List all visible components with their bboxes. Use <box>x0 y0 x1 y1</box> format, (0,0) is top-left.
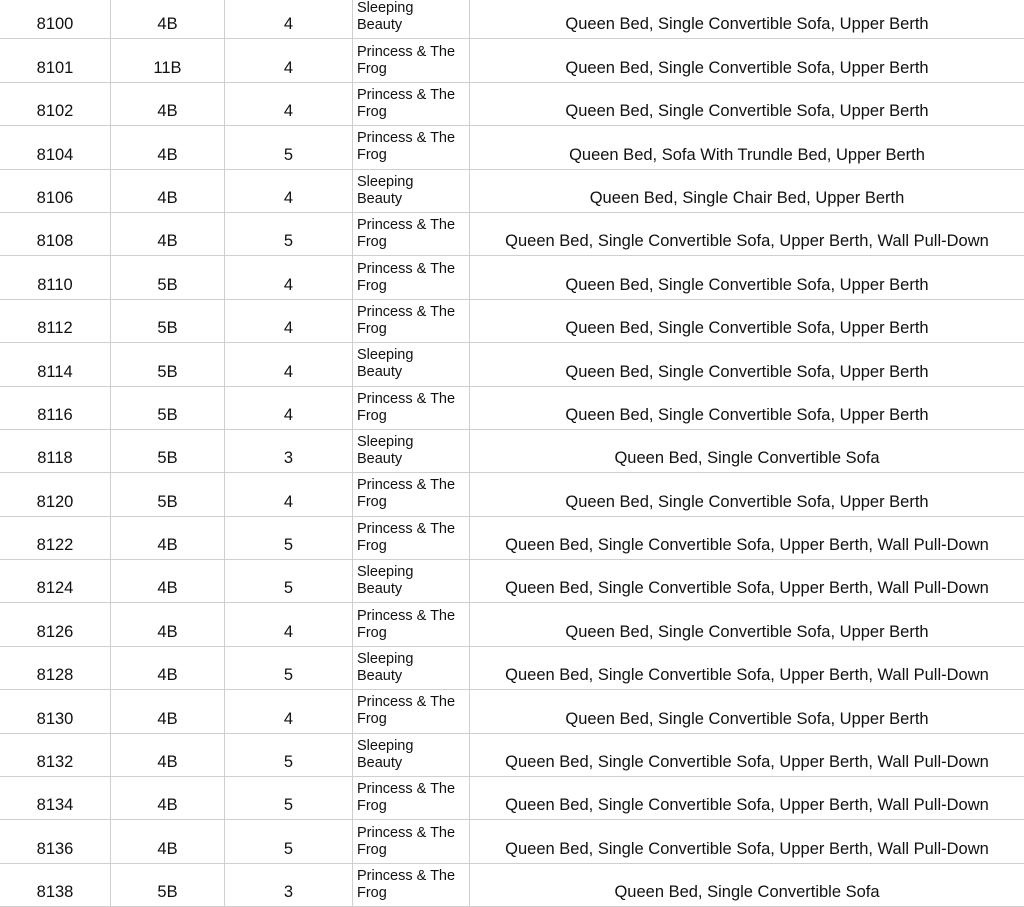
sleeps-cell: 3 <box>225 429 353 472</box>
theme-line-2: Frog <box>357 711 469 728</box>
category-cell: 5B <box>111 863 225 906</box>
category-cell: 5B <box>111 386 225 429</box>
theme-cell <box>353 777 470 820</box>
cabin-number-cell: 8138 <box>0 863 111 906</box>
category-cell: 4B <box>111 646 225 689</box>
category-cell: 5B <box>111 343 225 386</box>
cabin-number-cell: 8114 <box>0 343 111 386</box>
sleeps-cell: 4 <box>225 169 353 212</box>
cabin-number-cell: 8104 <box>0 126 111 169</box>
sleeps-cell: 4 <box>225 473 353 516</box>
theme-line-2: Frog <box>357 104 469 121</box>
sleeps-cell: 4 <box>225 603 353 646</box>
theme-cell <box>353 646 470 689</box>
cabin-number-cell: 8126 <box>0 603 111 646</box>
theme-line-1: Princess & The <box>357 825 469 842</box>
category-cell: 5B <box>111 429 225 472</box>
bed-configuration-cell: Queen Bed, Single Convertible Sofa, Upper Berth <box>470 603 1024 646</box>
sleeps-cell: 5 <box>225 777 353 820</box>
theme-line-1: Princess & The <box>357 87 469 104</box>
category-cell: 4B <box>111 603 225 646</box>
cabin-number-cell: 8112 <box>0 299 111 342</box>
category-cell: 4B <box>111 212 225 255</box>
theme-line-1: Princess & The <box>357 304 469 321</box>
table-row <box>0 299 1024 342</box>
table-row <box>0 603 1024 646</box>
category-cell: 11B <box>111 39 225 82</box>
theme-cell <box>353 473 470 516</box>
theme-line-1: Princess & The <box>357 130 469 147</box>
cabin-number-cell: 8122 <box>0 516 111 559</box>
table-row <box>0 0 1024 39</box>
cabin-number-cell: 8136 <box>0 820 111 863</box>
theme-line-2: Beauty <box>357 581 469 598</box>
theme-line-2: Frog <box>357 842 469 859</box>
bed-configuration-cell: Queen Bed, Single Convertible Sofa, Upper Berth <box>470 0 1024 39</box>
theme-line-1: Princess & The <box>357 868 469 885</box>
sleeps-cell: 4 <box>225 82 353 125</box>
theme-cell <box>353 126 470 169</box>
theme-line-2: Frog <box>357 494 469 511</box>
theme-line-1: Sleeping <box>357 174 469 191</box>
sleeps-cell: 4 <box>225 0 353 39</box>
category-cell: 4B <box>111 516 225 559</box>
sleeps-cell: 4 <box>225 39 353 82</box>
theme-cell <box>353 39 470 82</box>
table-row <box>0 82 1024 125</box>
theme-cell <box>353 820 470 863</box>
category-cell: 4B <box>111 169 225 212</box>
table-row <box>0 777 1024 820</box>
category-cell: 4B <box>111 733 225 776</box>
category-cell: 4B <box>111 82 225 125</box>
theme-cell <box>353 212 470 255</box>
theme-cell <box>353 516 470 559</box>
theme-line-2: Frog <box>357 885 469 902</box>
table-row <box>0 343 1024 386</box>
theme-cell <box>353 169 470 212</box>
sleeps-cell: 5 <box>225 646 353 689</box>
theme-line-1: Sleeping <box>357 651 469 668</box>
table-row <box>0 473 1024 516</box>
theme-line-2: Frog <box>357 408 469 425</box>
table-row <box>0 169 1024 212</box>
sleeps-cell: 5 <box>225 516 353 559</box>
cabin-number-cell: 8134 <box>0 777 111 820</box>
sleeps-cell: 3 <box>225 863 353 906</box>
theme-line-2: Frog <box>357 147 469 164</box>
theme-cell <box>353 0 470 39</box>
bed-configuration-cell: Queen Bed, Single Chair Bed, Upper Berth <box>470 169 1024 212</box>
table-row <box>0 863 1024 906</box>
bed-configuration-cell: Queen Bed, Single Convertible Sofa, Upper Berth, Wall Pull-Down <box>470 733 1024 776</box>
theme-cell <box>353 863 470 906</box>
table-row <box>0 126 1024 169</box>
sleeps-cell: 4 <box>225 299 353 342</box>
cabin-number-cell: 8102 <box>0 82 111 125</box>
theme-cell <box>353 733 470 776</box>
bed-configuration-cell: Queen Bed, Single Convertible Sofa, Upper Berth, Wall Pull-Down <box>470 820 1024 863</box>
sleeps-cell: 5 <box>225 212 353 255</box>
cabin-number-cell: 8118 <box>0 429 111 472</box>
sleeps-cell: 4 <box>225 343 353 386</box>
theme-line-1: Princess & The <box>357 261 469 278</box>
theme-line-2: Beauty <box>357 755 469 772</box>
sleeps-cell: 5 <box>225 126 353 169</box>
sleeps-cell: 5 <box>225 820 353 863</box>
cabin-number-cell: 8130 <box>0 690 111 733</box>
bed-configuration-cell: Queen Bed, Single Convertible Sofa, Upper Berth <box>470 299 1024 342</box>
category-cell: 4B <box>111 560 225 603</box>
category-cell: 4B <box>111 690 225 733</box>
theme-line-1: Princess & The <box>357 781 469 798</box>
category-cell: 4B <box>111 0 225 39</box>
cabin-number-cell: 8128 <box>0 646 111 689</box>
table-row <box>0 386 1024 429</box>
bed-configuration-cell: Queen Bed, Single Convertible Sofa, Upper Berth <box>470 39 1024 82</box>
bed-configuration-cell: Queen Bed, Single Convertible Sofa, Upper Berth, Wall Pull-Down <box>470 516 1024 559</box>
sleeps-cell: 5 <box>225 733 353 776</box>
theme-cell <box>353 429 470 472</box>
theme-line-2: Frog <box>357 321 469 338</box>
theme-cell <box>353 603 470 646</box>
theme-line-2: Beauty <box>357 17 469 34</box>
theme-cell <box>353 560 470 603</box>
theme-line-1: Princess & The <box>357 44 469 61</box>
theme-line-1: Princess & The <box>357 391 469 408</box>
theme-line-2: Beauty <box>357 191 469 208</box>
theme-line-2: Beauty <box>357 364 469 381</box>
cabin-number-cell: 8108 <box>0 212 111 255</box>
theme-line-1: Sleeping <box>357 434 469 451</box>
bed-configuration-cell: Queen Bed, Sofa With Trundle Bed, Upper Berth <box>470 126 1024 169</box>
cabin-number-cell: 8120 <box>0 473 111 516</box>
theme-cell <box>353 386 470 429</box>
table-row <box>0 429 1024 472</box>
theme-line-2: Frog <box>357 798 469 815</box>
table-row <box>0 516 1024 559</box>
category-cell: 5B <box>111 473 225 516</box>
bed-configuration-cell: Queen Bed, Single Convertible Sofa, Upper Berth <box>470 473 1024 516</box>
bed-configuration-cell: Queen Bed, Single Convertible Sofa, Upper Berth <box>470 343 1024 386</box>
table-row <box>0 733 1024 776</box>
table-row <box>0 646 1024 689</box>
theme-cell <box>353 256 470 299</box>
category-cell: 5B <box>111 256 225 299</box>
theme-line-1: Princess & The <box>357 694 469 711</box>
bed-configuration-cell: Queen Bed, Single Convertible Sofa <box>470 429 1024 472</box>
theme-line-1: Sleeping <box>357 0 469 17</box>
theme-cell <box>353 343 470 386</box>
bed-configuration-cell: Queen Bed, Single Convertible Sofa, Upper Berth, Wall Pull-Down <box>470 212 1024 255</box>
bed-configuration-cell: Queen Bed, Single Convertible Sofa, Upper Berth <box>470 386 1024 429</box>
cabin-number-cell: 8110 <box>0 256 111 299</box>
theme-line-2: Frog <box>357 625 469 642</box>
theme-line-2: Frog <box>357 538 469 555</box>
category-cell: 5B <box>111 299 225 342</box>
bed-configuration-cell: Queen Bed, Single Convertible Sofa, Upper Berth <box>470 690 1024 733</box>
cabin-number-cell: 8101 <box>0 39 111 82</box>
cabin-number-cell: 8106 <box>0 169 111 212</box>
sleeps-cell: 4 <box>225 256 353 299</box>
theme-line-2: Frog <box>357 278 469 295</box>
category-cell: 4B <box>111 126 225 169</box>
sleeps-cell: 5 <box>225 560 353 603</box>
theme-cell <box>353 299 470 342</box>
theme-cell <box>353 82 470 125</box>
cabin-number-cell: 8132 <box>0 733 111 776</box>
theme-line-1: Princess & The <box>357 608 469 625</box>
sleeps-cell: 4 <box>225 690 353 733</box>
theme-line-2: Frog <box>357 234 469 251</box>
theme-line-2: Beauty <box>357 451 469 468</box>
cabin-number-cell: 8100 <box>0 0 111 39</box>
theme-line-1: Sleeping <box>357 347 469 364</box>
cabin-number-cell: 8124 <box>0 560 111 603</box>
theme-line-1: Princess & The <box>357 477 469 494</box>
bed-configuration-cell: Queen Bed, Single Convertible Sofa <box>470 863 1024 906</box>
sleeps-cell: 4 <box>225 386 353 429</box>
bed-configuration-cell: Queen Bed, Single Convertible Sofa, Upper Berth <box>470 82 1024 125</box>
table-row <box>0 690 1024 733</box>
category-cell: 4B <box>111 820 225 863</box>
theme-line-2: Frog <box>357 61 469 78</box>
theme-line-2: Beauty <box>357 668 469 685</box>
theme-line-1: Sleeping <box>357 564 469 581</box>
cabin-number-cell: 8116 <box>0 386 111 429</box>
table-row <box>0 212 1024 255</box>
theme-cell <box>353 690 470 733</box>
bed-configuration-cell: Queen Bed, Single Convertible Sofa, Upper Berth <box>470 256 1024 299</box>
category-cell: 4B <box>111 777 225 820</box>
table-row <box>0 820 1024 863</box>
bed-configuration-cell: Queen Bed, Single Convertible Sofa, Upper Berth, Wall Pull-Down <box>470 560 1024 603</box>
theme-line-1: Princess & The <box>357 521 469 538</box>
bed-configuration-cell: Queen Bed, Single Convertible Sofa, Upper Berth, Wall Pull-Down <box>470 646 1024 689</box>
table-row <box>0 256 1024 299</box>
table-row <box>0 560 1024 603</box>
theme-line-1: Princess & The <box>357 217 469 234</box>
bed-configuration-cell: Queen Bed, Single Convertible Sofa, Upper Berth, Wall Pull-Down <box>470 777 1024 820</box>
theme-line-1: Sleeping <box>357 738 469 755</box>
table-row <box>0 39 1024 82</box>
